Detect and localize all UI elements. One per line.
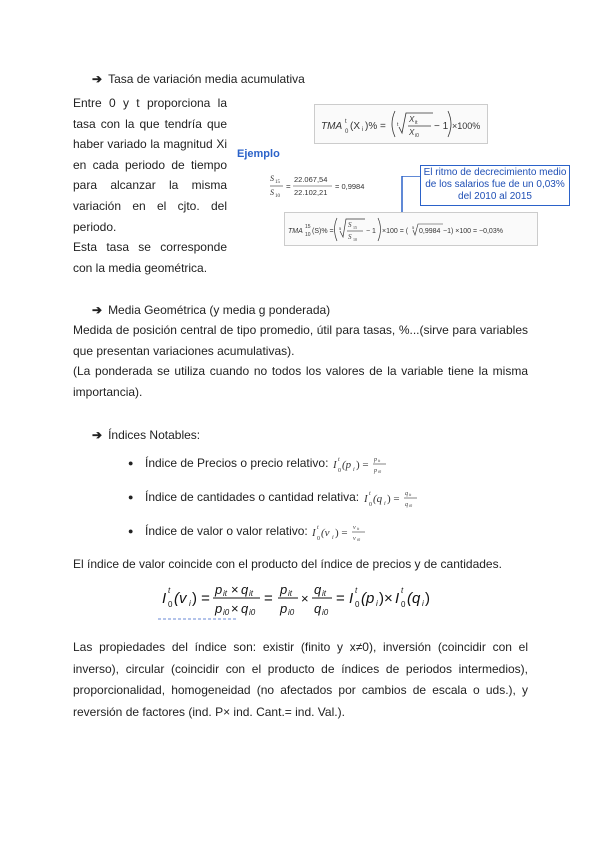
svg-text:p: p (215, 601, 223, 616)
svg-text:i: i (332, 535, 334, 541)
arrow-right-icon: ➔ (92, 72, 103, 86)
svg-text:S: S (270, 188, 274, 197)
tma-description (73, 93, 227, 278)
svg-text:I: I (363, 493, 368, 505)
svg-text:S: S (270, 174, 274, 183)
svg-text:i0: i0 (249, 608, 256, 617)
svg-text:t: t (337, 457, 340, 463)
index-properties-paragraph: Las propiedades del índice son: existir (finito y x≠0), inversión (coincidir con el inverso), circular (coincidir con el producto de índices de periodos intermedios), proporcionalidad, homogeneidad (no afectados por cambios de escala o uds.), y reversión de factores (ind. P× ind. Cant.= ind. Val.). (73, 640, 528, 719)
svg-text:×: × (231, 582, 239, 597)
section-heading-geometric-mean: ➔ Media Geométrica (y media g ponderada) (92, 303, 331, 317)
svg-text:×100 = (: ×100 = ( (382, 228, 409, 235)
svg-text:p: p (373, 457, 377, 463)
example-calc-graphic (270, 170, 380, 200)
svg-text:−1) ×100 = −0,03%: −1) ×100 = −0,03% (443, 228, 503, 235)
svg-text:=: = (264, 590, 273, 607)
svg-text:(S)% =: (S)% = (312, 228, 334, 235)
svg-text:X: X (409, 115, 415, 124)
svg-text:t: t (345, 119, 347, 125)
svg-text:t: t (355, 586, 358, 595)
svg-text:q: q (314, 601, 322, 616)
svg-text:it: it (223, 589, 227, 598)
product-formula-graphic (158, 576, 448, 620)
svg-text:it: it (357, 526, 360, 531)
geometric-mean-paragraph-2: (La ponderada se utiliza cuando no todos los valores de la variable tiene la misma importancia). (73, 364, 528, 399)
svg-text:) =: ) = (386, 493, 400, 505)
svg-text:i0: i0 (377, 469, 381, 474)
svg-text:p: p (373, 468, 377, 474)
svg-text:p: p (215, 582, 223, 597)
example-calc (270, 170, 380, 200)
price-index-label: Índice de Precios o precio relativo: (145, 456, 329, 471)
text-line: en cada periodo de tiempo (73, 157, 227, 172)
bullet-dot-icon: ● (128, 492, 134, 502)
text-line: para alcanzar la misma (73, 178, 227, 193)
text-line: con la media geométrica. (73, 260, 208, 275)
tma-formula (314, 104, 488, 144)
svg-text:p: p (280, 601, 288, 616)
text-line: Esta tasa se corresponde (73, 240, 227, 255)
svg-text:×100%: ×100% (452, 121, 481, 131)
value-index-sentence: El índice de valor coincide con el producto del índice de precios y de cantidades. (73, 557, 502, 571)
tma-formula-graphic (315, 105, 487, 143)
svg-text:22.067,54: 22.067,54 (294, 175, 328, 184)
svg-text:0: 0 (345, 129, 349, 135)
text-line: variación en el cjto. del (73, 198, 227, 213)
svg-text:S: S (348, 221, 352, 229)
svg-text:i0: i0 (415, 133, 419, 139)
text-line: tasa con la que tendría que (73, 116, 227, 131)
text-line: Entre 0 y t proporciona la (73, 96, 227, 110)
svg-text:): ) (425, 590, 430, 607)
svg-text:i0: i0 (408, 503, 412, 508)
example-callout-text: El ritmo de decrecimiento medio de los salarios fue de un 0,03% del 2010 al 2015 (423, 167, 567, 202)
svg-text:I: I (332, 459, 337, 471)
value-index-item (145, 520, 381, 544)
svg-text:q: q (404, 502, 408, 508)
section-heading-tma: ➔ Tasa de variación media acumulativa (92, 72, 305, 86)
text-line: haber variado la magnitud Xi (73, 137, 227, 152)
svg-text:i: i (362, 127, 364, 133)
svg-text:(q: (q (372, 493, 382, 505)
svg-text:0: 0 (168, 600, 173, 609)
arrow-right-icon: ➔ (92, 428, 103, 442)
svg-text:0: 0 (401, 600, 406, 609)
svg-text:p: p (280, 582, 288, 597)
svg-text:it: it (377, 458, 381, 463)
svg-text:I: I (162, 590, 167, 607)
svg-text:it: it (249, 589, 253, 598)
svg-text:0,9984: 0,9984 (419, 228, 441, 235)
svg-text:t: t (368, 491, 371, 497)
svg-text:t: t (317, 525, 319, 531)
svg-text:i0: i0 (357, 537, 361, 542)
svg-text:=: = (286, 182, 291, 191)
svg-text:i0: i0 (322, 608, 329, 617)
svg-text:0: 0 (317, 536, 321, 542)
svg-text:i: i (376, 599, 378, 608)
svg-text:)×: )× (379, 590, 393, 607)
svg-text:q: q (314, 582, 322, 597)
svg-text:)% =: )% = (365, 121, 386, 132)
svg-text:×: × (231, 601, 239, 616)
svg-text:(X: (X (350, 121, 360, 132)
svg-text:I: I (349, 590, 354, 607)
svg-text:X: X (409, 128, 415, 137)
value-index-product-formula (158, 576, 448, 620)
price-index-formula (332, 452, 402, 476)
svg-text:(p: (p (361, 590, 375, 607)
svg-text:0: 0 (355, 600, 360, 609)
svg-text:TMA: TMA (288, 228, 303, 235)
svg-text:i: i (422, 599, 424, 608)
svg-text:(q: (q (407, 590, 421, 607)
svg-text:I: I (395, 590, 400, 607)
svg-text:= 0,9984: = 0,9984 (335, 182, 365, 191)
svg-text:(v: (v (321, 527, 330, 539)
section-heading-indices: ➔ Índices Notables: (92, 428, 201, 442)
svg-text:q: q (404, 491, 408, 497)
svg-text:t: t (401, 586, 404, 595)
quantity-index-label: Índice de cantidades o cantidad relativa: (145, 490, 360, 505)
svg-text:TMA: TMA (321, 121, 343, 132)
svg-text:i: i (352, 467, 355, 473)
geometric-mean-paragraph-1: Medida de posición central de tipo promedio, útil para tasas, %...(sirve para variables que presentan variaciones acumulativas). (73, 323, 528, 358)
svg-text:− 1: − 1 (366, 228, 376, 235)
value-index-label: Índice de valor o valor relativo: (145, 524, 308, 539)
svg-text:I: I (312, 527, 316, 539)
svg-text:22.102,21: 22.102,21 (294, 188, 328, 197)
svg-text:i0: i0 (288, 608, 295, 617)
example-formula (284, 212, 538, 246)
svg-text:i: i (383, 501, 386, 507)
svg-text:10: 10 (353, 237, 357, 242)
price-index-item (145, 452, 402, 476)
svg-text:v: v (353, 525, 356, 531)
example-callout-box (420, 165, 570, 206)
svg-text:15: 15 (305, 224, 311, 230)
svg-text:0: 0 (368, 502, 372, 508)
svg-text:t: t (168, 586, 171, 595)
svg-text:10: 10 (275, 194, 280, 199)
svg-text:S: S (348, 233, 352, 241)
svg-text:0: 0 (337, 468, 341, 474)
svg-text:(v: (v (174, 590, 187, 607)
arrow-right-icon: ➔ (92, 303, 103, 317)
svg-text:t: t (397, 122, 399, 128)
svg-text:i: i (189, 599, 191, 608)
svg-text:it: it (415, 120, 418, 126)
svg-text:×: × (301, 591, 309, 606)
example-label: Ejemplo (237, 148, 280, 160)
svg-text:it: it (408, 492, 411, 497)
svg-text:15: 15 (275, 180, 280, 185)
text-line: periodo. (73, 219, 117, 234)
svg-text:i0: i0 (223, 608, 230, 617)
svg-text:=: = (336, 590, 345, 607)
svg-text:15: 15 (353, 225, 357, 230)
svg-text:10: 10 (305, 232, 311, 238)
svg-text:q: q (241, 601, 249, 616)
svg-text:it: it (322, 589, 326, 598)
svg-text:) =: ) = (192, 590, 210, 607)
example-formula-graphic (285, 213, 537, 245)
bullet-dot-icon: ● (128, 458, 134, 468)
svg-text:it: it (288, 589, 292, 598)
quantity-index-formula (363, 486, 433, 510)
svg-text:5: 5 (339, 226, 342, 231)
svg-text:(p: (p (341, 459, 351, 471)
svg-text:q: q (241, 582, 249, 597)
svg-text:v: v (353, 536, 356, 542)
bullet-dot-icon: ● (128, 526, 134, 536)
svg-text:) =: ) = (355, 459, 369, 471)
quantity-index-item (145, 486, 433, 510)
value-index-formula (311, 520, 381, 544)
svg-text:5: 5 (412, 225, 415, 230)
svg-text:) =: ) = (335, 527, 348, 539)
svg-text:− 1: − 1 (434, 121, 449, 132)
